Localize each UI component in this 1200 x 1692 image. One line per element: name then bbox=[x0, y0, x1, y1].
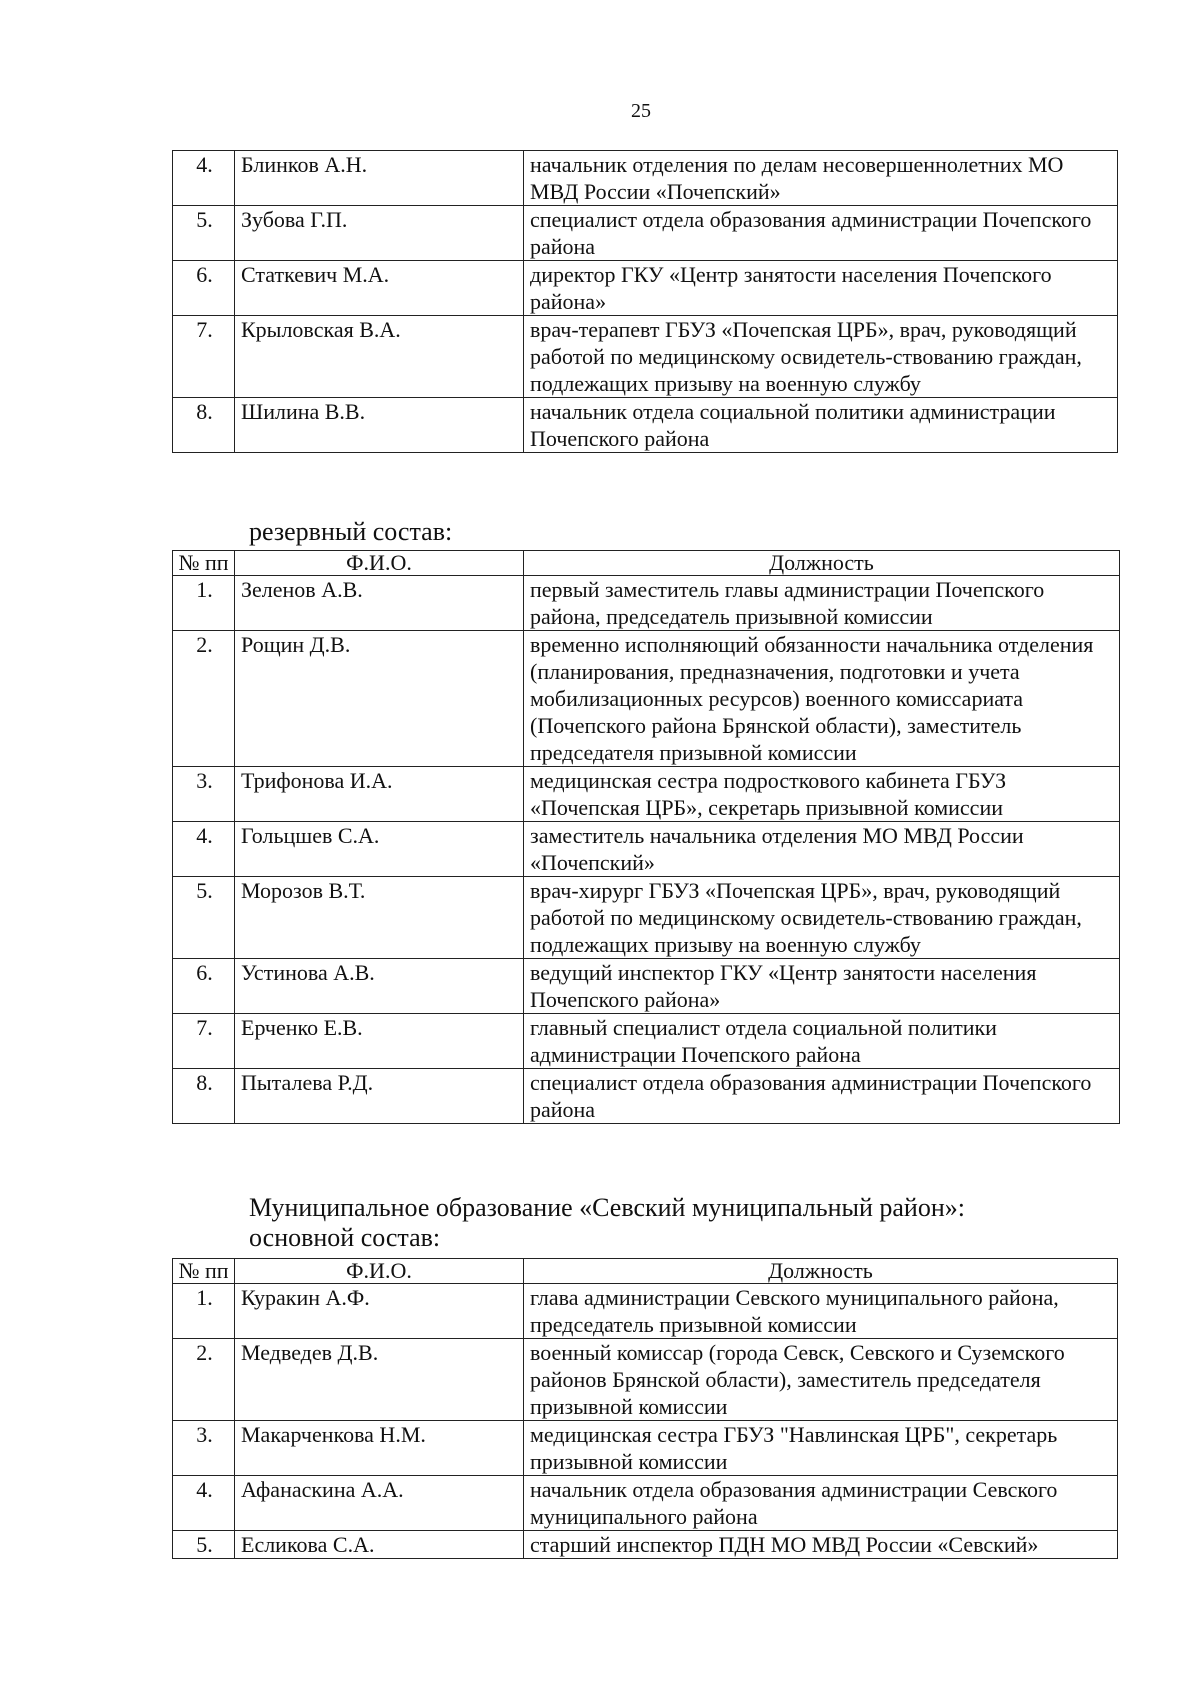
table-row bbox=[173, 959, 1120, 1014]
header-position: Должность bbox=[524, 551, 1120, 576]
member-name: Зубова Г.П. bbox=[235, 206, 524, 261]
member-position: заместитель начальника отделения МО МВД России «Почепский» bbox=[524, 822, 1120, 877]
table-row bbox=[173, 151, 1118, 206]
member-name: Крыловская В.А. bbox=[235, 316, 524, 398]
member-position: медицинская сестра ГБУЗ "Навлинская ЦРБ", секретарь призывной комиссии bbox=[524, 1421, 1118, 1476]
member-name: Рощин Д.В. bbox=[235, 631, 524, 767]
commission-members-table-continued bbox=[172, 150, 1118, 453]
member-position: специалист отдела образования администрации Почепского района bbox=[524, 206, 1118, 261]
member-position: старший инспектор ПДН МО МВД России «Севский» bbox=[524, 1531, 1118, 1559]
member-name: Трифонова И.А. bbox=[235, 767, 524, 822]
sevsky-heading: Муниципальное образование «Севский муниципальный район»: bbox=[249, 1193, 965, 1222]
reserve-caption: резервный состав: bbox=[249, 517, 453, 546]
member-name: Пыталева Р.Д. bbox=[235, 1069, 524, 1124]
member-position: военный комиссар (города Севск, Севского и Суземского районов Брянской области), заместитель председателя призывной комиссии bbox=[524, 1339, 1118, 1421]
row-number: 5. bbox=[173, 1531, 235, 1559]
table-row bbox=[173, 398, 1118, 453]
member-name: Шилина В.В. bbox=[235, 398, 524, 453]
member-name: Макарченкова Н.М. bbox=[235, 1421, 524, 1476]
header-number: № пп bbox=[173, 551, 235, 576]
table-row bbox=[173, 1421, 1118, 1476]
table-row bbox=[173, 631, 1120, 767]
row-number: 1. bbox=[173, 576, 235, 631]
table-row bbox=[173, 877, 1120, 959]
member-position: начальник отделения по делам несовершеннолетних МО МВД России «Почепский» bbox=[524, 151, 1118, 206]
table-row bbox=[173, 1284, 1118, 1339]
row-number: 7. bbox=[173, 316, 235, 398]
member-name: Блинков А.Н. bbox=[235, 151, 524, 206]
table-row bbox=[173, 1014, 1120, 1069]
table-row bbox=[173, 316, 1118, 398]
row-number: 3. bbox=[173, 767, 235, 822]
table-header-row bbox=[173, 1259, 1118, 1284]
row-number: 5. bbox=[173, 877, 235, 959]
member-name: Устинова А.В. bbox=[235, 959, 524, 1014]
row-number: 8. bbox=[173, 1069, 235, 1124]
member-position: медицинская сестра подросткового кабинета ГБУЗ «Почепская ЦРБ», секретарь призывной комиссии bbox=[524, 767, 1120, 822]
member-position: первый заместитель главы администрации Почепского района, председатель призывной комиссии bbox=[524, 576, 1120, 631]
member-name: Куракин А.Ф. bbox=[235, 1284, 524, 1339]
table-header-row bbox=[173, 551, 1120, 576]
table-row bbox=[173, 1069, 1120, 1124]
member-position: глава администрации Севского муниципального района, председатель призывной комиссии bbox=[524, 1284, 1118, 1339]
row-number: 6. bbox=[173, 261, 235, 316]
table-row bbox=[173, 1476, 1118, 1531]
row-number: 6. bbox=[173, 959, 235, 1014]
row-number: 4. bbox=[173, 151, 235, 206]
row-number: 7. bbox=[173, 1014, 235, 1069]
table-row bbox=[173, 822, 1120, 877]
row-number: 2. bbox=[173, 1339, 235, 1421]
member-position: врач-терапевт ГБУЗ «Почепская ЦРБ», врач, руководящий работой по медицинскому освидетель-ствованию граждан, подлежащих призыву на военную службу bbox=[524, 316, 1118, 398]
member-position: начальник отдела образования администрации Севского муниципального района bbox=[524, 1476, 1118, 1531]
row-number: 1. bbox=[173, 1284, 235, 1339]
sevsky-caption: основной состав: bbox=[249, 1223, 441, 1252]
row-number: 2. bbox=[173, 631, 235, 767]
member-name: Зеленов А.В. bbox=[235, 576, 524, 631]
header-name: Ф.И.О. bbox=[235, 551, 524, 576]
member-position: начальник отдела социальной политики администрации Почепского района bbox=[524, 398, 1118, 453]
table-row bbox=[173, 576, 1120, 631]
member-name: Гольцшев С.А. bbox=[235, 822, 524, 877]
header-name: Ф.И.О. bbox=[235, 1259, 524, 1284]
table-row bbox=[173, 261, 1118, 316]
reserve-members-table bbox=[172, 550, 1120, 1124]
table-row bbox=[173, 767, 1120, 822]
member-name: Морозов В.Т. bbox=[235, 877, 524, 959]
member-name: Статкевич М.А. bbox=[235, 261, 524, 316]
member-position: ведущий инспектор ГКУ «Центр занятости населения Почепского района» bbox=[524, 959, 1120, 1014]
member-position: главный специалист отдела социальной политики администрации Почепского района bbox=[524, 1014, 1120, 1069]
member-position: врач-хирург ГБУЗ «Почепская ЦРБ», врач, руководящий работой по медицинскому освидетель-ствованию граждан, подлежащих призыву на военную службу bbox=[524, 877, 1120, 959]
member-position: временно исполняющий обязанности начальника отделения (планирования, предназначения, подготовки и учета мобилизационных ресурсов) военного комиссариата (Почепского района Брянской области), заместитель председателя призывной комиссии bbox=[524, 631, 1120, 767]
row-number: 5. bbox=[173, 206, 235, 261]
member-name: Афанаскина А.А. bbox=[235, 1476, 524, 1531]
header-position: Должность bbox=[524, 1259, 1118, 1284]
page-number: 25 bbox=[631, 100, 651, 122]
member-position: директор ГКУ «Центр занятости населения Почепского района» bbox=[524, 261, 1118, 316]
member-position: специалист отдела образования администрации Почепского района bbox=[524, 1069, 1120, 1124]
member-name: Ерченко Е.В. bbox=[235, 1014, 524, 1069]
table-row bbox=[173, 206, 1118, 261]
row-number: 4. bbox=[173, 1476, 235, 1531]
member-name: Медведев Д.В. bbox=[235, 1339, 524, 1421]
row-number: 4. bbox=[173, 822, 235, 877]
sevsky-members-table bbox=[172, 1258, 1118, 1559]
table-row bbox=[173, 1531, 1118, 1559]
row-number: 3. bbox=[173, 1421, 235, 1476]
row-number: 8. bbox=[173, 398, 235, 453]
table-row bbox=[173, 1339, 1118, 1421]
header-number: № пп bbox=[173, 1259, 235, 1284]
member-name: Есликова С.А. bbox=[235, 1531, 524, 1559]
